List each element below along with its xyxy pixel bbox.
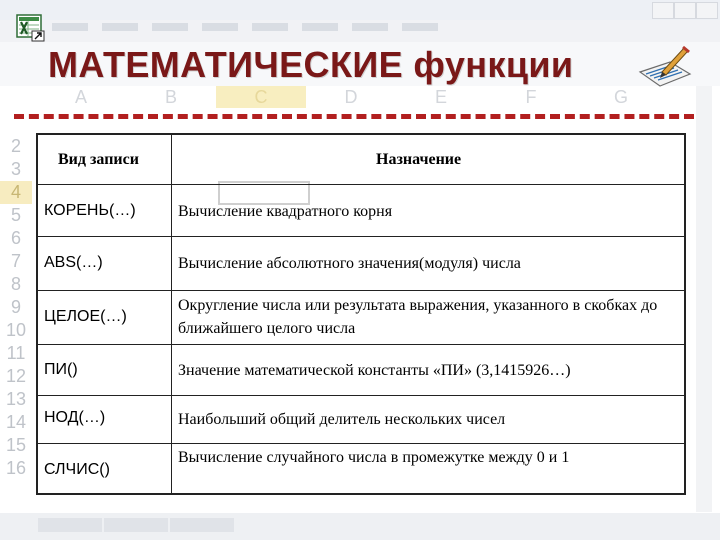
header-purpose: Назначение bbox=[376, 151, 462, 168]
window-titlebar bbox=[0, 0, 720, 20]
menu-item[interactable] bbox=[252, 23, 288, 31]
menu-item[interactable] bbox=[152, 23, 188, 31]
functions-table bbox=[36, 133, 686, 495]
table-row bbox=[38, 184, 684, 237]
table-row bbox=[38, 236, 684, 291]
row-header-selected[interactable]: 4 bbox=[0, 181, 32, 204]
row-header[interactable]: 8 bbox=[10, 274, 21, 294]
column-header[interactable]: D bbox=[344, 87, 358, 107]
function-name: КОРЕНЬ(…) bbox=[44, 202, 136, 219]
column-header[interactable]: F bbox=[525, 87, 537, 107]
column-header-selected[interactable]: C bbox=[216, 86, 306, 108]
column-header[interactable]: G bbox=[613, 87, 628, 107]
row-header[interactable]: 15 bbox=[5, 435, 27, 455]
header-form: Вид записи bbox=[58, 151, 139, 168]
close-button[interactable] bbox=[696, 2, 718, 19]
sheet-tab[interactable] bbox=[38, 518, 102, 532]
function-name: ПИ() bbox=[44, 361, 78, 378]
vertical-scrollbar[interactable] bbox=[696, 86, 712, 512]
row-header[interactable]: 9 bbox=[10, 297, 21, 317]
menu-items bbox=[52, 23, 438, 31]
function-name: ЦЕЛОЕ(…) bbox=[44, 308, 127, 325]
function-description: Наибольший общий делитель нескольких чисел bbox=[178, 411, 506, 428]
function-description: Вычисление абсолютного значения(модуля) числа bbox=[178, 255, 521, 272]
row-header[interactable]: 3 bbox=[10, 159, 21, 179]
function-name: НОД(…) bbox=[44, 409, 106, 426]
sheet-tabs bbox=[38, 518, 234, 532]
column-headers bbox=[36, 86, 666, 108]
sheet-tab[interactable] bbox=[170, 518, 234, 532]
row-header[interactable]: 5 bbox=[10, 205, 21, 225]
menu-item[interactable] bbox=[402, 23, 438, 31]
table-header-row bbox=[38, 135, 684, 184]
excel-icon bbox=[16, 14, 46, 42]
menu-item[interactable] bbox=[352, 23, 388, 31]
row-header[interactable]: 11 bbox=[6, 343, 26, 363]
maximize-button[interactable] bbox=[674, 2, 696, 19]
row-header[interactable]: 16 bbox=[5, 458, 27, 478]
table-row bbox=[38, 290, 684, 345]
row-header[interactable]: 2 bbox=[10, 136, 21, 156]
sheet-tab[interactable] bbox=[104, 518, 168, 532]
column-header[interactable]: E bbox=[434, 87, 447, 107]
function-description: Значение математической константы «ПИ» (3,1415926…) bbox=[178, 362, 571, 379]
minimize-button[interactable] bbox=[652, 2, 674, 19]
function-description: Вычисление квадратного корня bbox=[178, 203, 393, 220]
menu-item[interactable] bbox=[102, 23, 138, 31]
function-description: Округление числа или результата выражения, указанного в скобках до ближайшего целого числа bbox=[178, 297, 658, 337]
function-name: СЛЧИС() bbox=[44, 461, 110, 478]
menu-item[interactable] bbox=[52, 23, 88, 31]
dashed-separator bbox=[14, 114, 694, 119]
pen-paper-icon bbox=[636, 44, 694, 88]
column-header[interactable]: B bbox=[164, 87, 177, 107]
table-row bbox=[38, 395, 684, 444]
row-header[interactable]: 12 bbox=[5, 366, 27, 386]
row-header[interactable]: 10 bbox=[5, 320, 27, 340]
page-title: МАТЕМАТИЧЕСКИЕ функции bbox=[48, 44, 574, 85]
table-row bbox=[38, 344, 684, 396]
row-header[interactable]: 7 bbox=[10, 251, 21, 271]
row-header[interactable]: 14 bbox=[5, 412, 27, 432]
row-header[interactable]: 13 bbox=[5, 389, 27, 409]
function-name: ABS(…) bbox=[44, 254, 103, 271]
menu-item[interactable] bbox=[302, 23, 338, 31]
row-headers bbox=[0, 135, 32, 480]
row-header[interactable]: 6 bbox=[10, 228, 21, 248]
menu-item[interactable] bbox=[202, 23, 238, 31]
function-description: Вычисление случайного числа в промежутке между 0 и 1 bbox=[178, 449, 570, 466]
table-row bbox=[38, 443, 684, 494]
column-header[interactable]: A bbox=[74, 87, 87, 107]
